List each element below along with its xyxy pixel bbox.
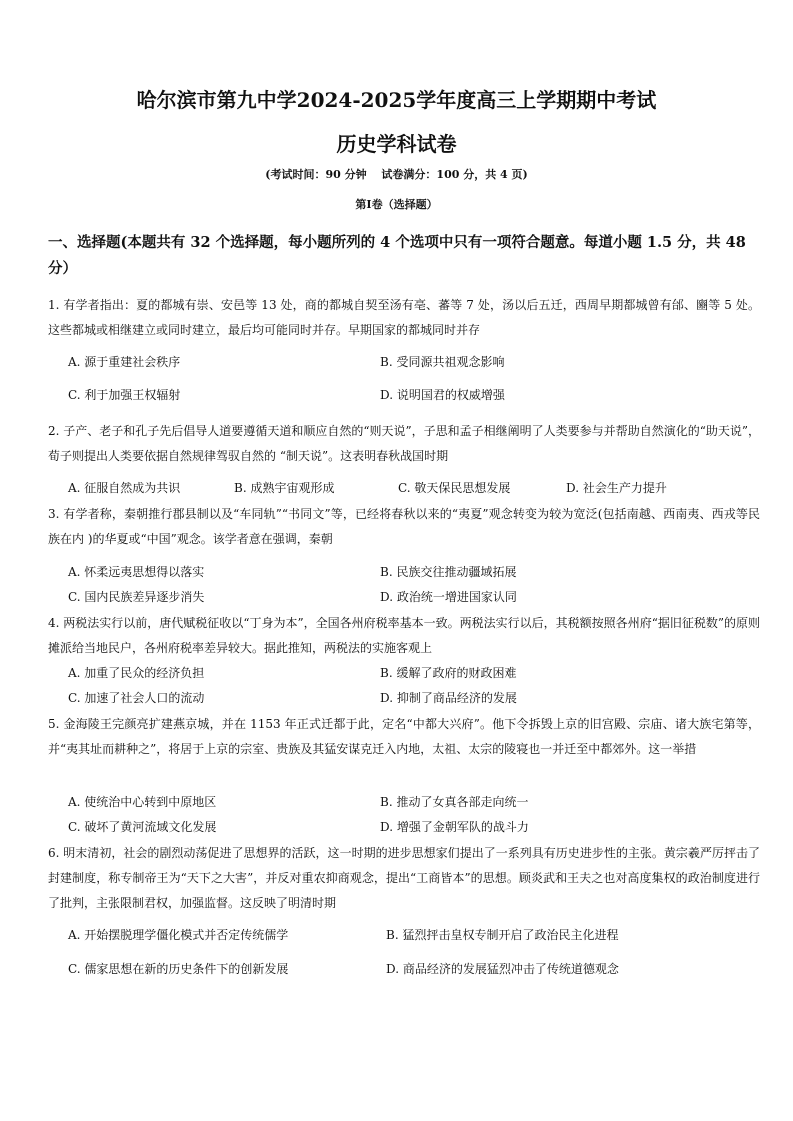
question-3-option-b: B. 民族交往推动疆域拓展 <box>380 565 517 579</box>
question-5-options-row-1 <box>68 793 768 815</box>
question-2-stem: 2. 子产、老子和孔子先后倡导人道要遵循天道和顺应自然的“则天说”，子思和孟子相继阐明了人类要参与并帮助自然演化的“助天说”，荀子则提出人类要依据自然规律驾驭自然的 “制天说”。这表明春秋战国时期 <box>48 424 760 463</box>
question-4-stem: 4. 两税法实行以前，唐代赋税征收以“丁身为本”，全国各州府税率基本一致。两税法实行以后，其税额按照各州府“据旧征税数”的原则摊派给当地民户，各州府税率差异较大。据此推知，两税法的实施客观上 <box>48 616 760 655</box>
question-5-option-c: C. 破坏了黄河流域文化发展 <box>68 820 217 834</box>
question-5-option-b: B. 推动了女真各部走向统一 <box>380 795 529 809</box>
question-2-option-a: A. 征服自然成为共识 <box>68 481 181 495</box>
question-3-option-a: A. 怀柔远夷思想得以落实 <box>68 565 205 579</box>
question-4-option-b: B. 缓解了政府的财政困难 <box>380 666 517 680</box>
question-1-option-c: C. 利于加强王权辐射 <box>68 388 181 402</box>
question-6-option-a: A. 开始摆脱理学僵化模式并否定传统儒学 <box>68 928 289 942</box>
question-6-options-row-1 <box>68 926 768 948</box>
question-6-options-row-2 <box>68 960 768 982</box>
question-4-option-a: A. 加重了民众的经济负担 <box>68 666 205 680</box>
question-1-option-a: A. 源于重建社会秩序 <box>68 355 181 369</box>
question-3-stem: 3. 有学者称，秦朝推行郡县制以及“车同轨”“书同文”等，已经将春秋以来的“夷夏”观念转变为较为宽泛(包括南越、西南夷、西戎等民族在内 )的华夏或“中国”观念。该学者意在强调，秦朝 <box>48 507 760 546</box>
question-6-option-c: C. 儒家思想在新的历史条件下的创新发展 <box>68 962 289 976</box>
question-3-options-row-2 <box>68 588 768 610</box>
question-1-option-b: B. 受同源共祖观念影响 <box>380 355 505 369</box>
question-2-option-d: D. 社会生产力提升 <box>566 481 667 495</box>
question-6-option-b: B. 猛烈抨击皇权专制开启了政治民主化进程 <box>386 928 619 942</box>
question-5-options-row-2 <box>68 818 768 840</box>
question-6-option-d: D. 商品经济的发展猛烈冲击了传统道德观念 <box>386 962 619 976</box>
question-5-stem: 5. 金海陵王完颜亮扩建燕京城，并在 1153 年正式迁都于此，定名“中都大兴府”。他下令拆毁上京的旧宫殿、宗庙、诸大族宅第等，并“夷其址而耕种之”，将居于上京的宗室、贵族及其猛安谋克迁入内地，太祖、太宗的陵寝也一并迁至中都郊外。这一举措 <box>48 717 760 756</box>
question-3-option-d: D. 政治统一增进国家认同 <box>380 590 517 604</box>
question-1-stem: 1. 有学者指出：夏的都城有崇、安邑等 13 处，商的都城自契至汤有亳、蕃等 7 处，汤以后五迁，西周早期都城曾有邰、豳等 5 处。这些都城或相继建立或同时建立，最后均可能同时并存。早期国家的都城同时并存 <box>48 298 760 337</box>
question-4-options-row-2 <box>68 689 768 711</box>
question-4-options-row-1 <box>68 664 768 686</box>
question-4-option-c: C. 加速了社会人口的流动 <box>68 691 205 705</box>
question-5-option-d: D. 增强了金朝军队的战斗力 <box>380 820 529 834</box>
question-4-option-d: D. 抑制了商品经济的发展 <box>380 691 517 705</box>
volume-label: 第Ⅰ卷（选择题） <box>355 198 438 211</box>
question-5-option-a: A. 使统治中心转到中原地区 <box>68 795 217 809</box>
question-2-option-c: C. 敬天保民思想发展 <box>398 481 511 495</box>
question-1-options-row-2 <box>68 386 768 408</box>
question-1-option-d: D. 说明国君的权威增强 <box>380 388 505 402</box>
question-3-options-row-1 <box>68 563 768 585</box>
question-1-options-row-1 <box>68 353 768 375</box>
question-2-options-row <box>68 479 768 501</box>
exam-subtitle: 历史学科试卷 <box>336 132 457 156</box>
question-6-stem: 6. 明末清初，社会的剧烈动荡促进了思想界的活跃，这一时期的进步思想家们提出了一系列具有历史进步性的主张。黄宗羲严厉抨击了封建制度，称专制帝王为“天下之大害”，并反对重农抑商观念，提出“工商皆本”的思想。顾炎武和王夫之也对高度集权的政治制度进行了批判，主张限制君权，加强监督。这反映了明清时期 <box>48 846 760 910</box>
exam-title: 哈尔滨市第九中学2024-2025学年度高三上学期期中考试 <box>136 88 657 112</box>
question-2-option-b: B. 成熟宇宙观形成 <box>234 481 335 495</box>
exam-info: (考试时间：90 分钟 试卷满分：100 分，共 4 页) <box>265 168 528 181</box>
question-3-option-c: C. 国内民族差异逐步消失 <box>68 590 205 604</box>
section-heading: 一、选择题(本题共有 32 个选择题，每小题所列的 4 个选项中只有一项符合题意。每道小题 1.5 分，共 48 分） <box>48 234 746 277</box>
